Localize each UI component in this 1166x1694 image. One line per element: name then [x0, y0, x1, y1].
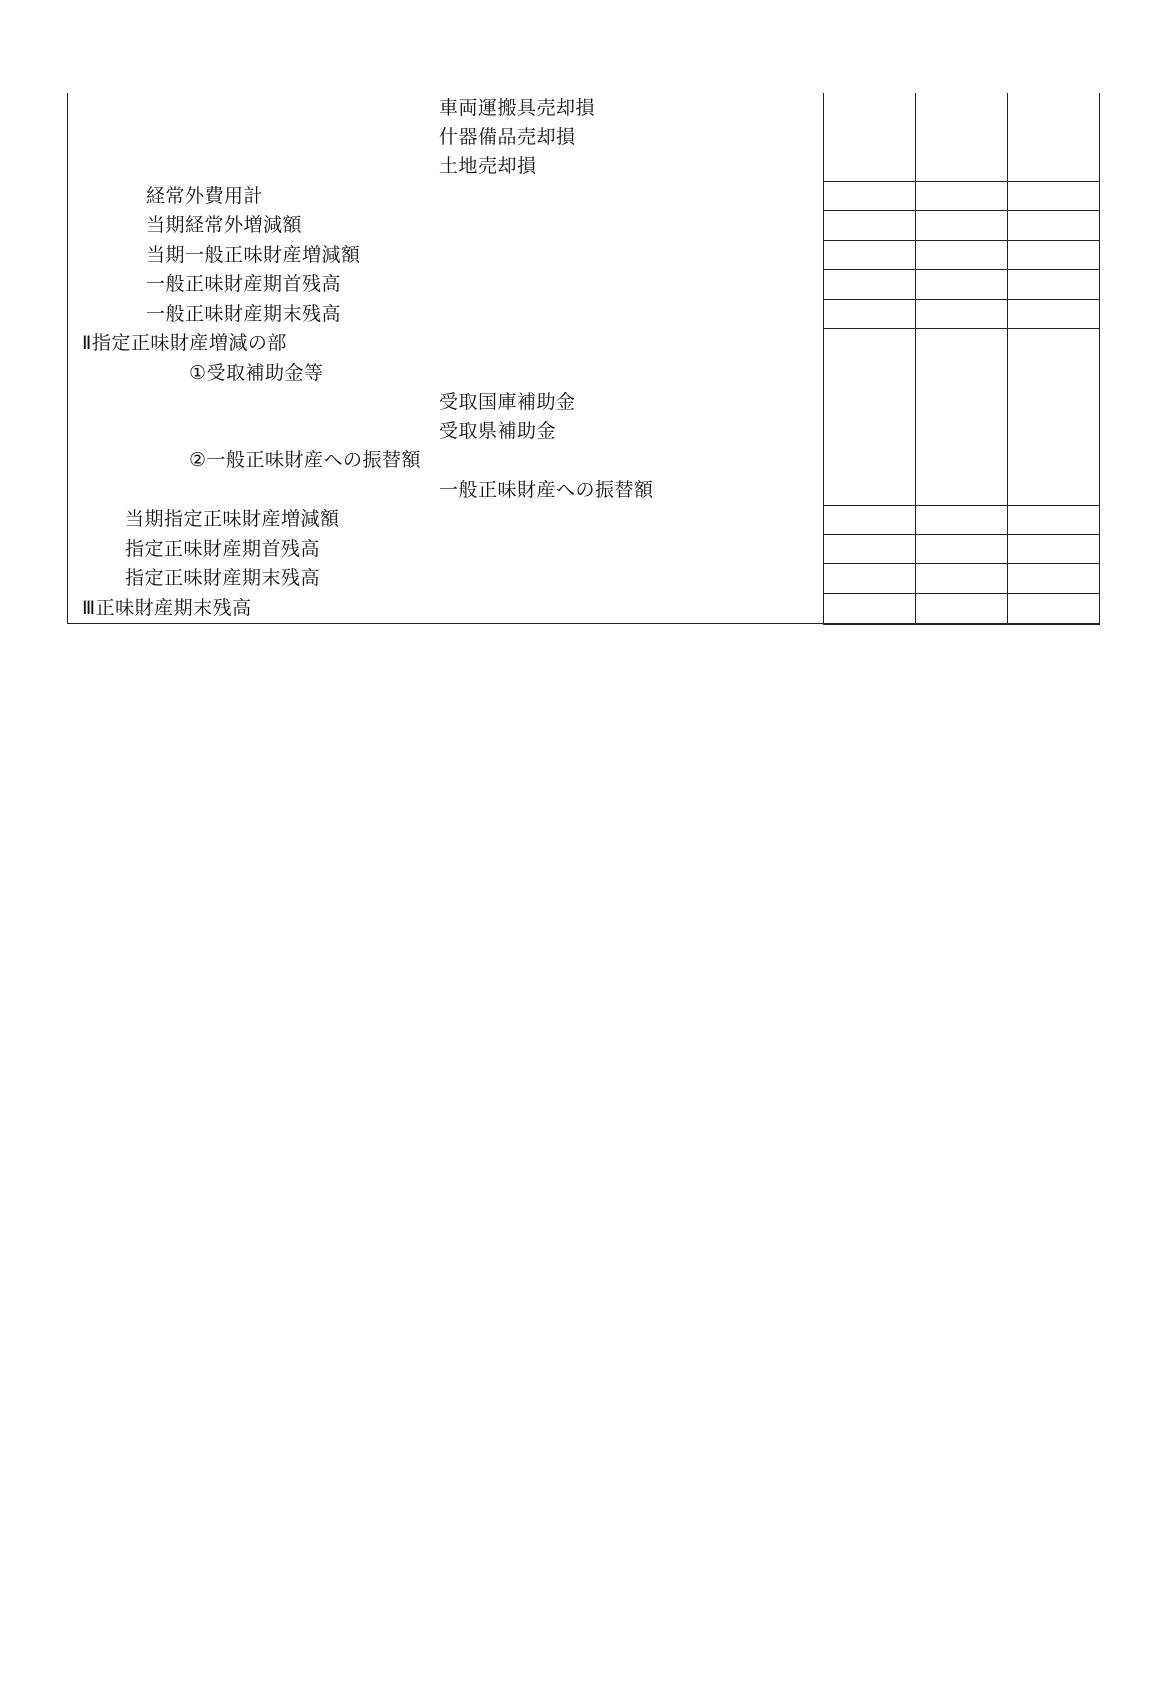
row-separator [823, 534, 1100, 535]
account-label-uketori-ken-hojokin: 受取県補助金 [439, 420, 557, 442]
subtotal-label-shitei-shomi-zaisan-kimatsu-zandaka: 指定正味財産期末残高 [125, 567, 321, 589]
row-separator [823, 269, 1100, 270]
subtotal-label-toki-ippan-shomi-zaisan-zogengaku: 当期一般正味財産増減額 [146, 244, 361, 266]
row-separator [823, 181, 1100, 182]
section-heading-shitei-shomi-zaisan-zogen: Ⅱ指定正味財産増減の部 [82, 332, 287, 354]
account-label-juki-bihin-baikyakuson: 什器備品売却損 [439, 126, 576, 148]
account-label-ippan-shomi-zaisan-furikae: 一般正味財産への振替額 [439, 479, 654, 501]
subtotal-label-shitei-shomi-zaisan-kishu-zandaka: 指定正味財産期首残高 [125, 538, 321, 560]
table-bottom-border-amount [823, 624, 1100, 625]
row-separator [823, 210, 1100, 211]
subtotal-label-toki-shitei-shomi-zaisan-zogengaku: 当期指定正味財産増減額 [125, 508, 340, 530]
row-separator [823, 563, 1100, 564]
subtotal-label-toki-keijogai-zogengaku: 当期経常外増減額 [146, 214, 303, 236]
column-3-left-border [1007, 93, 1008, 624]
row-separator [823, 328, 1100, 329]
row-separator [823, 505, 1100, 506]
account-label-sharyo-unpangu-baikyakuson: 車両運搬具売却損 [439, 97, 596, 119]
account-label-uketori-kokko-hojokin: 受取国庫補助金 [439, 391, 576, 413]
subtotal-label-ippan-shomi-zaisan-kishu-zandaka: 一般正味財産期首残高 [146, 273, 342, 295]
subtotal-label-keijogai-hiyo-kei: 経常外費用計 [146, 185, 264, 207]
row-separator [823, 240, 1100, 241]
row-separator [823, 299, 1100, 300]
section-heading-shomi-zaisan-kimatsu-zandaka: Ⅲ正味財産期末残高 [82, 597, 252, 619]
group-label-uketori-hojokin-to: ①受取補助金等 [189, 362, 324, 384]
account-label-tochi-baikyakuson: 土地売却損 [439, 155, 537, 177]
subtotal-label-ippan-shomi-zaisan-kimatsu-zandaka: 一般正味財産期末残高 [146, 303, 342, 325]
table-left-border [67, 93, 68, 623]
table-right-border [1099, 93, 1100, 624]
row-separator [823, 593, 1100, 594]
column-2-left-border [915, 93, 916, 624]
column-1-left-border [823, 93, 824, 624]
group-label-ippan-shomi-zaisan-furikae: ②一般正味財産への振替額 [189, 449, 422, 471]
